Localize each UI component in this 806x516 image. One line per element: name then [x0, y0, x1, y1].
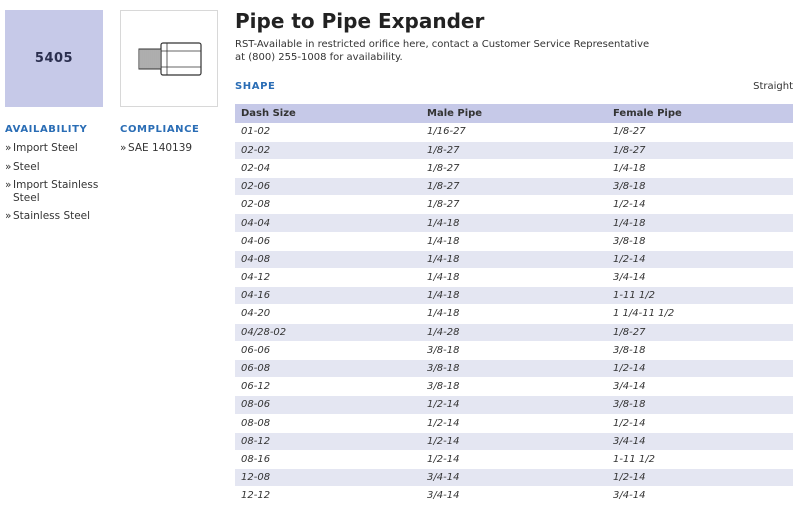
table-row — [235, 396, 793, 414]
cell-male-pipe: 3/4-14 — [421, 469, 607, 487]
table-row — [235, 178, 793, 196]
cell-dash-size: 06-12 — [235, 378, 421, 396]
bullet-glyph: » — [120, 142, 127, 154]
cell-dash-size: 04-20 — [235, 305, 421, 323]
availability-section — [5, 123, 113, 229]
cell-female-pipe: 3/4-14 — [607, 487, 793, 505]
table-row — [235, 196, 793, 214]
cell-dash-size: 04-16 — [235, 287, 421, 305]
table-row — [235, 341, 793, 359]
cell-dash-size: 08-06 — [235, 396, 421, 414]
table-row — [235, 141, 793, 159]
pipe-expander-icon — [129, 29, 209, 89]
cell-dash-size: 12-08 — [235, 469, 421, 487]
product-description: RST-Available in restricted orifice here, contact a Customer Service Representative at (800) 255-1008 for availability. — [235, 39, 650, 63]
table-row — [235, 214, 793, 232]
bullet-glyph: » — [5, 142, 12, 154]
cell-female-pipe: 3/8-18 — [607, 341, 793, 359]
availability-item[interactable]: » Import Stainless Steel — [5, 179, 99, 204]
product-image — [120, 10, 218, 107]
cell-male-pipe: 1/4-18 — [421, 269, 607, 287]
shape-label: SHAPE — [235, 80, 276, 92]
cell-female-pipe: 1 1/4-11 1/2 — [607, 305, 793, 323]
compliance-list — [120, 142, 220, 155]
cell-dash-size: 04/28-02 — [235, 323, 421, 341]
table-row — [235, 123, 793, 141]
cell-dash-size: 08-12 — [235, 432, 421, 450]
cell-dash-size: 12-12 — [235, 487, 421, 505]
cell-male-pipe: 3/8-18 — [421, 359, 607, 377]
cell-male-pipe: 1/2-14 — [421, 432, 607, 450]
shape-value: Straight — [753, 80, 793, 92]
cell-male-pipe: 1/16-27 — [421, 123, 607, 141]
cell-dash-size: 02-08 — [235, 196, 421, 214]
table-row — [235, 432, 793, 450]
cell-male-pipe: 1/8-27 — [421, 178, 607, 196]
compliance-heading: COMPLIANCE — [120, 124, 200, 135]
table-row — [235, 359, 793, 377]
table-header-row — [235, 104, 793, 123]
cell-dash-size: 04-08 — [235, 250, 421, 268]
cell-female-pipe: 1-11 1/2 — [607, 287, 793, 305]
cell-female-pipe: 3/4-14 — [607, 432, 793, 450]
cell-female-pipe: 3/8-18 — [607, 232, 793, 250]
product-header — [235, 8, 793, 64]
table-row — [235, 250, 793, 268]
cell-male-pipe: 1/2-14 — [421, 450, 607, 468]
column-header-female-pipe: Female Pipe — [607, 104, 793, 123]
cell-male-pipe: 1/4-18 — [421, 214, 607, 232]
table-row — [235, 487, 793, 505]
cell-dash-size: 08-16 — [235, 450, 421, 468]
table-row — [235, 469, 793, 487]
table-row — [235, 323, 793, 341]
cell-dash-size: 02-04 — [235, 159, 421, 177]
table-row — [235, 378, 793, 396]
cell-female-pipe: 3/4-14 — [607, 378, 793, 396]
cell-female-pipe: 3/4-14 — [607, 269, 793, 287]
cell-male-pipe: 1/2-14 — [421, 414, 607, 432]
cell-male-pipe: 3/4-14 — [421, 487, 607, 505]
table-row — [235, 414, 793, 432]
cell-female-pipe: 3/8-18 — [607, 396, 793, 414]
table-row — [235, 232, 793, 250]
cell-dash-size: 01-02 — [235, 123, 421, 141]
table-row — [235, 450, 793, 468]
cell-female-pipe: 1/2-14 — [607, 250, 793, 268]
cell-male-pipe: 1/4-18 — [421, 305, 607, 323]
cell-female-pipe: 1/8-27 — [607, 141, 793, 159]
cell-dash-size: 06-08 — [235, 359, 421, 377]
cell-male-pipe: 1/8-27 — [421, 141, 607, 159]
availability-list — [5, 142, 113, 223]
cell-male-pipe: 1/4-28 — [421, 323, 607, 341]
cell-dash-size: 04-12 — [235, 269, 421, 287]
cell-dash-size: 02-02 — [235, 141, 421, 159]
bullet-glyph: » — [5, 210, 12, 222]
availability-item[interactable]: » Import Steel — [5, 142, 78, 154]
part-number-badge — [5, 10, 103, 107]
shape-row — [235, 78, 793, 94]
cell-male-pipe: 1/8-27 — [421, 196, 607, 214]
cell-dash-size: 08-08 — [235, 414, 421, 432]
page-title: Pipe to Pipe Expander — [235, 9, 485, 33]
cell-female-pipe: 1/2-14 — [607, 414, 793, 432]
compliance-section — [120, 123, 220, 161]
cell-female-pipe: 1/8-27 — [607, 323, 793, 341]
cell-dash-size: 06-06 — [235, 341, 421, 359]
availability-item[interactable]: » Stainless Steel — [5, 210, 91, 222]
part-number: 5405 — [34, 51, 74, 66]
table-body — [235, 123, 793, 505]
cell-female-pipe: 1-11 1/2 — [607, 450, 793, 468]
cell-female-pipe: 1/4-18 — [607, 159, 793, 177]
cell-dash-size: 04-04 — [235, 214, 421, 232]
cell-female-pipe: 1/8-27 — [607, 123, 793, 141]
cell-female-pipe: 1/4-18 — [607, 214, 793, 232]
cell-female-pipe: 1/2-14 — [607, 469, 793, 487]
table-row — [235, 159, 793, 177]
column-header-dash-size: Dash Size — [235, 104, 421, 123]
cell-male-pipe: 1/8-27 — [421, 159, 607, 177]
bullet-glyph: » — [5, 160, 12, 173]
cell-female-pipe: 1/2-14 — [607, 359, 793, 377]
cell-male-pipe: 1/4-18 — [421, 250, 607, 268]
cell-male-pipe: 1/4-18 — [421, 232, 607, 250]
cell-dash-size: 02-06 — [235, 178, 421, 196]
dash-size-table — [235, 104, 793, 505]
availability-item[interactable]: » Steel — [5, 160, 40, 173]
column-header-male-pipe: Male Pipe — [421, 104, 607, 123]
table-row — [235, 305, 793, 323]
table-row — [235, 269, 793, 287]
cell-dash-size: 04-06 — [235, 232, 421, 250]
availability-heading: AVAILABILITY — [5, 124, 88, 135]
bullet-glyph: » — [5, 179, 12, 191]
cell-male-pipe: 3/8-18 — [421, 341, 607, 359]
cell-male-pipe: 1/4-18 — [421, 287, 607, 305]
compliance-item[interactable]: » SAE 140139 — [120, 142, 193, 154]
cell-female-pipe: 3/8-18 — [607, 178, 793, 196]
cell-male-pipe: 3/8-18 — [421, 378, 607, 396]
table-row — [235, 287, 793, 305]
cell-male-pipe: 1/2-14 — [421, 396, 607, 414]
cell-female-pipe: 1/2-14 — [607, 196, 793, 214]
